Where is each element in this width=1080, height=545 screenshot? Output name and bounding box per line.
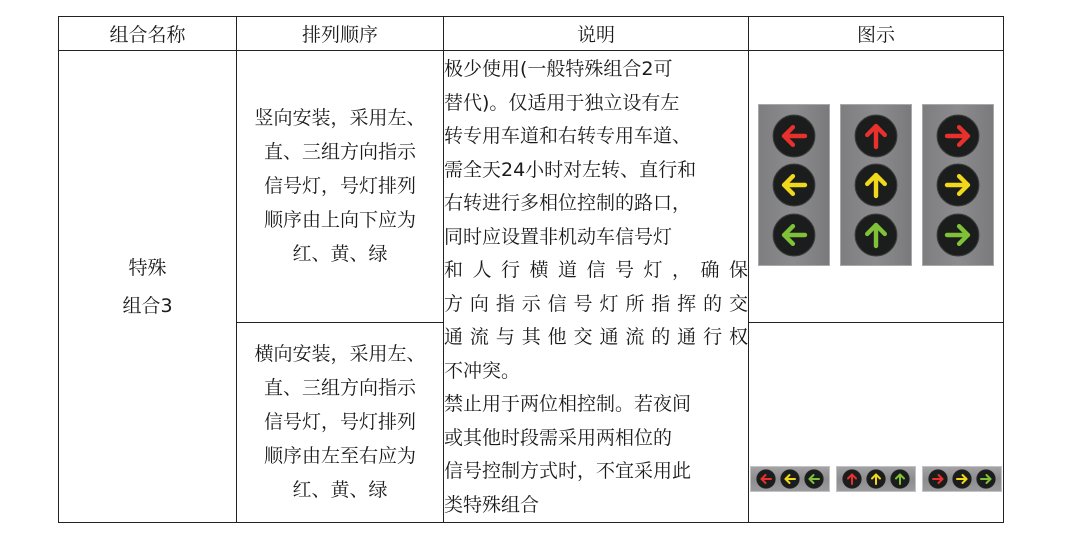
description-line: 和人行横道信号灯，确保 (444, 259, 748, 281)
combination-name-line: 组合3 (122, 294, 173, 317)
horizontal-order-cell (237, 322, 444, 522)
signal-housing-horizontal-straight (836, 466, 916, 492)
signal-lamp-right-red (936, 114, 980, 158)
signal-lamp-right-green (976, 469, 996, 489)
vertical-order-line: 顺序由上向下应为 (263, 209, 416, 232)
signal-lamp-straight-yellow (854, 163, 898, 207)
description-line: 禁止用于两位相控制。若夜间 (444, 393, 692, 415)
description-line: 信号控制方式时，不宜采用此 (444, 460, 692, 482)
signal-combination-table (58, 16, 1004, 523)
combination-name-line: 特殊 (128, 256, 167, 279)
description-line: 通流与其他交通流的通行权 (444, 326, 748, 348)
description-line: 不冲突。 (444, 359, 521, 382)
signal-lamp-straight-green (854, 213, 898, 257)
description-line: 类特殊组合 (444, 493, 540, 516)
header-illustration: 图示 (749, 17, 1004, 51)
description-line: 需全天24小时对左转、直行和 (444, 158, 697, 181)
horizontal-order-line: 信号灯，号灯排列 (263, 411, 416, 434)
horizontal-order-line: 红、黄、绿 (292, 479, 388, 502)
signal-lamp-right-red (928, 469, 948, 489)
description-line: 替代)。仅适用于独立设有左 (444, 91, 680, 114)
description-cell (444, 51, 749, 523)
vertical-order-line: 直、三组方向指示 (263, 141, 416, 164)
header-description: 说明 (444, 17, 749, 51)
signal-lamp-straight-red (842, 469, 862, 489)
signal-lamp-left-green (804, 469, 824, 489)
horizontal-signal-group (750, 466, 1002, 492)
description-line: 方向指示信号灯所指挥的交 (444, 292, 748, 315)
description-line: 同时应设置非机动车信号灯 (444, 225, 673, 248)
vertical-order-line: 信号灯，号灯排列 (263, 175, 416, 198)
horizontal-order-line: 顺序由左至右应为 (263, 445, 416, 468)
horizontal-order-line: 直、三组方向指示 (263, 377, 416, 400)
signal-lamp-left-green (772, 213, 816, 257)
description-line: 极少使用(一般特殊组合2可 (444, 58, 673, 80)
signal-lamp-left-red (772, 114, 816, 158)
horizontal-illustration-cell (749, 322, 1004, 522)
description-line: 右转进行多相位控制的路口， (444, 192, 692, 214)
header-arrangement-order: 排列顺序 (237, 17, 444, 51)
signal-lamp-right-yellow (936, 163, 980, 207)
vertical-order-line: 竖向安装，采用左、 (254, 107, 426, 130)
table-row (59, 51, 1004, 323)
signal-lamp-left-red (756, 469, 776, 489)
signal-housing-vertical-straight (840, 104, 912, 266)
signal-housing-vertical-right (922, 104, 994, 266)
header-combination-name: 组合名称 (59, 17, 237, 51)
vertical-order-line: 红、黄、绿 (292, 243, 388, 266)
description-line: 转专用车道和右转专用车道、 (444, 125, 692, 147)
horizontal-order-line: 横向安装，采用左、 (254, 343, 426, 366)
signal-lamp-straight-yellow (866, 469, 886, 489)
signal-lamp-straight-red (854, 114, 898, 158)
signal-lamp-straight-green (890, 469, 910, 489)
signal-lamp-left-yellow (772, 163, 816, 207)
signal-lamp-right-green (936, 213, 980, 257)
signal-lamp-left-yellow (780, 469, 800, 489)
header-row (59, 17, 1004, 51)
signal-housing-vertical-left (758, 104, 830, 266)
vertical-order-cell (237, 51, 444, 323)
signal-lamp-right-yellow (952, 469, 972, 489)
description-line: 或其他时段需采用两相位的 (444, 426, 673, 449)
signal-housing-horizontal-right (922, 466, 1002, 492)
vertical-signal-group (749, 104, 1003, 266)
signal-housing-horizontal-left (750, 466, 830, 492)
combination-name-cell (59, 51, 237, 523)
vertical-illustration-cell (749, 51, 1004, 323)
